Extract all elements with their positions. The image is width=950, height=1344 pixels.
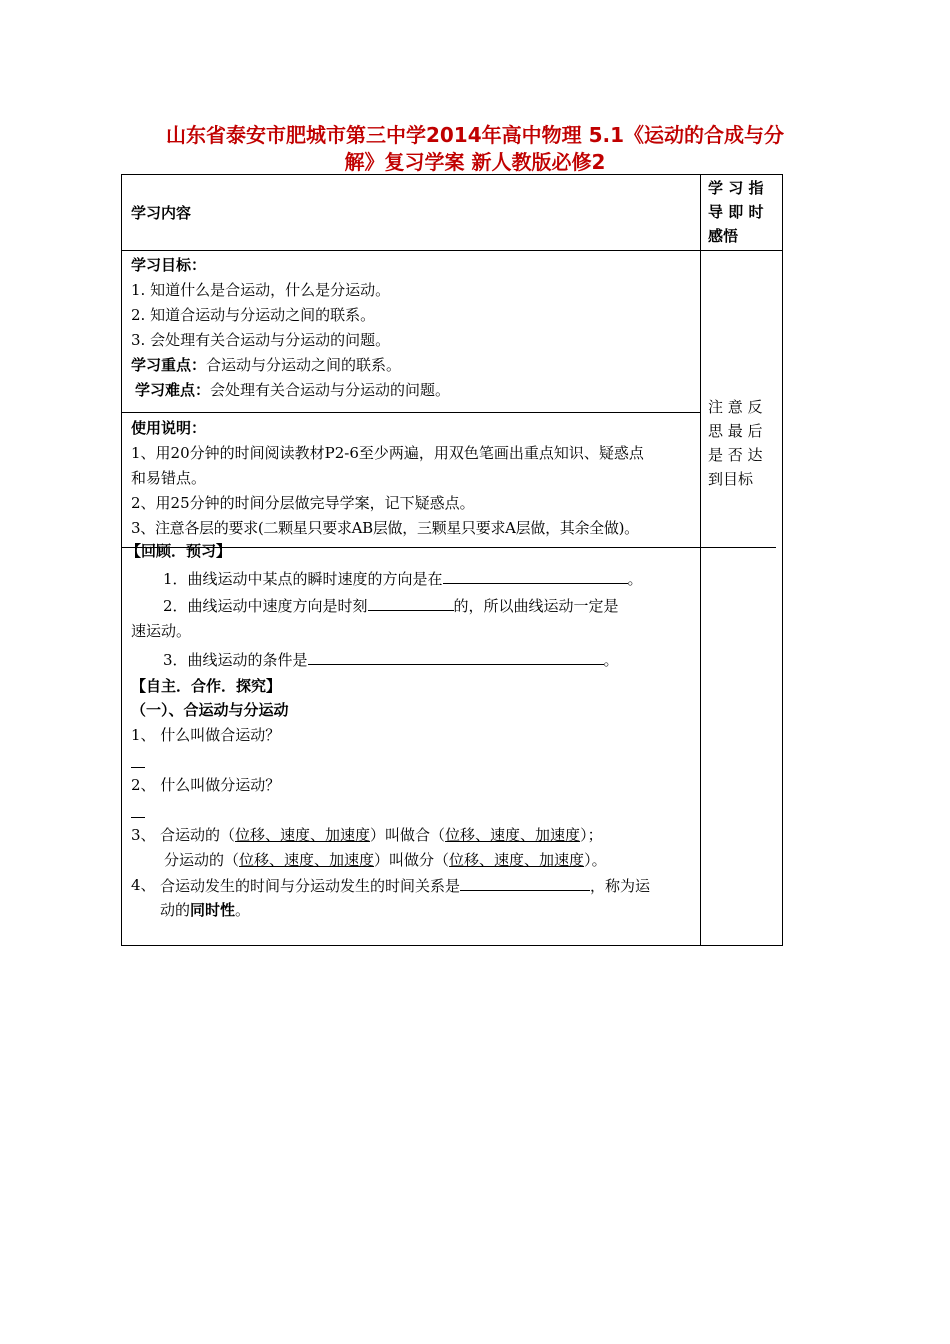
column-divider bbox=[700, 174, 701, 946]
answer-blank[interactable] bbox=[443, 568, 628, 584]
difficulty-label: 学习难点： bbox=[135, 381, 211, 399]
side-note-line: 到目标 bbox=[708, 470, 754, 488]
header-bottom-border bbox=[121, 250, 783, 251]
key-point bbox=[131, 355, 401, 375]
side-note-line: 注 意 反 bbox=[708, 398, 763, 416]
answer-blank[interactable] bbox=[368, 595, 454, 611]
usage-line: 1、用20分钟的时间阅读教材P2-6至少两遍，用双色笔画出重点知识、疑惑点 bbox=[131, 444, 644, 462]
answer-blank[interactable] bbox=[308, 649, 604, 665]
goal-item: 1. 知道什么是合运动，什么是分运动。 bbox=[131, 281, 391, 299]
explore-question-3-line1: 合运动的（位移、速度、加速度）叫做合（位移、速度、加速度）； bbox=[160, 826, 603, 844]
side-note-line: 是 否 达 bbox=[708, 446, 763, 464]
table-left-border bbox=[121, 174, 122, 946]
side-note-line: 思 最 后 bbox=[708, 422, 763, 440]
header-content-label: 学习内容 bbox=[131, 204, 192, 222]
usage-line: 3、注意各层的要求(二颗星只要求AB层做，三颗星只要求A层做，其余全做)。 bbox=[131, 519, 639, 537]
goals-heading: 学习目标： bbox=[131, 256, 207, 274]
explore-question-2: 2、 什么叫做分运动？ bbox=[131, 776, 281, 794]
goal-item: 3. 会处理有关合运动与分运动的问题。 bbox=[131, 331, 391, 349]
document-title bbox=[120, 122, 830, 176]
explore-question-4-cont: 动的同时性。 bbox=[160, 901, 251, 919]
table-bottom-border bbox=[121, 945, 783, 946]
answer-line[interactable] bbox=[131, 767, 145, 768]
table-right-border bbox=[782, 174, 783, 946]
explore-question-3-line2: 分运动的（位移、速度、加速度）叫做分（位移、速度、加速度）。 bbox=[164, 851, 607, 869]
answer-blank[interactable] bbox=[460, 875, 590, 891]
review-question-2-cont: 速运动。 bbox=[131, 622, 192, 640]
review-heading: 【回顾．预习】 bbox=[126, 542, 232, 560]
header-side-line: 学 习 指 bbox=[708, 179, 764, 197]
explore-question-3: 3、 bbox=[131, 826, 156, 844]
header-side-line: 导 即 时 bbox=[708, 203, 764, 221]
usage-line: 和易错点。 bbox=[131, 469, 207, 487]
difficulty-point bbox=[135, 380, 450, 400]
goals-bottom-border bbox=[121, 412, 701, 413]
review-question-2: 2．曲线运动中速度方向是时刻 的，所以曲线运动一定是 bbox=[163, 597, 619, 615]
explore-question-4: 合运动发生的时间与分运动发生的时间关系是 ，称为运 bbox=[160, 877, 651, 895]
usage-heading: 使用说明： bbox=[131, 419, 207, 437]
review-question-3: 3．曲线运动的条件是 。 bbox=[163, 651, 619, 669]
side-note bbox=[708, 395, 778, 491]
header-side-label bbox=[708, 176, 778, 248]
review-question-1: 1．曲线运动中某点的瞬时速度的方向是在 。 bbox=[163, 570, 643, 588]
explore-question-1: 1、 什么叫做合运动？ bbox=[131, 726, 281, 744]
explore-subheading: （一）、合运动与分运动 bbox=[131, 701, 289, 719]
explore-heading: 【自主．合作．探究】 bbox=[131, 677, 282, 695]
title-line-2: 解》复习学案 新人教版必修2 bbox=[344, 150, 606, 174]
table-top-border bbox=[121, 174, 783, 175]
goal-item: 2. 知道合运动与分运动之间的联系。 bbox=[131, 306, 376, 324]
usage-line: 2、用25分钟的时间分层做完导学案，记下疑惑点。 bbox=[131, 494, 475, 512]
answer-line[interactable] bbox=[131, 817, 145, 818]
key-point-label: 学习重点： bbox=[131, 356, 207, 374]
header-side-line: 感悟 bbox=[708, 227, 739, 245]
key-point-text: 合运动与分运动之间的联系。 bbox=[206, 356, 402, 374]
title-line-1: 山东省泰安市肥城市第三中学2014年高中物理 5.1《运动的合成与分 bbox=[165, 123, 785, 147]
explore-question-4-number: 4、 bbox=[131, 876, 156, 894]
difficulty-text: 会处理有关合运动与分运动的问题。 bbox=[210, 381, 451, 399]
